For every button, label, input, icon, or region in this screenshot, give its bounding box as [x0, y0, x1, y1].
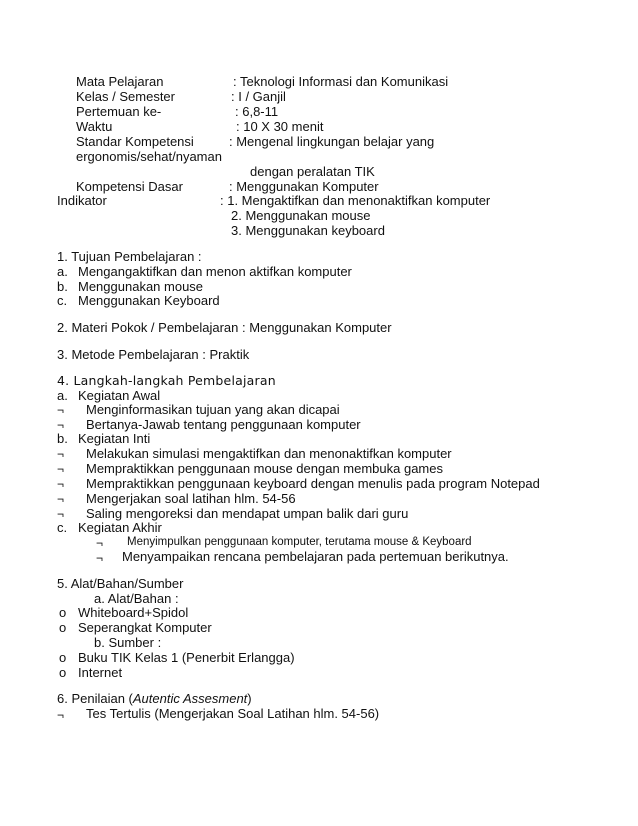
header-value-indikator: : 1. Mengaktifkan dan menonaktifkan komputer	[220, 193, 491, 208]
indikator-item-3: 3. Menggunakan keyboard	[231, 223, 385, 238]
section-metode: 3. Metode Pembelajaran : Praktik	[57, 347, 250, 362]
list-marker: a.	[57, 388, 68, 403]
list-item: Mengerjakan soal latihan hlm. 54-56	[86, 491, 296, 506]
list-marker: b.	[57, 279, 68, 294]
header-label-sk-cont: ergonomis/sehat/nyaman	[76, 149, 222, 164]
section-title: 1. Tujuan Pembelajaran :	[57, 249, 202, 264]
header-label-kelas: Kelas / Semester	[76, 89, 175, 104]
list-marker: b.	[57, 431, 68, 446]
header-label-mapel: Mata Pelajaran	[76, 74, 164, 89]
bullet-icon: ¬	[57, 477, 65, 491]
list-item: Mempraktikkan penggunaan mouse dengan membuka games	[86, 461, 443, 476]
subsection-label: Kegiatan Inti	[78, 431, 151, 446]
header-label-pertemuan: Pertemuan ke-	[76, 104, 162, 119]
bullet-icon: ¬	[96, 551, 104, 565]
bullet-icon: ¬	[96, 536, 104, 550]
header-label-kd: Kompetensi Dasar	[76, 179, 183, 194]
list-item: Seperangkat Komputer	[78, 620, 212, 635]
section-title: 5. Alat/Bahan/Sumber	[57, 576, 184, 591]
subsection-label: a. Alat/Bahan :	[94, 591, 179, 606]
circle-bullet-icon: o	[59, 605, 67, 620]
section-title-prefix: 6. Penilaian (	[57, 691, 133, 706]
bullet-icon: ¬	[57, 708, 65, 722]
list-item: Mempraktikkan penggunaan keyboard dengan menulis pada program Notepad	[86, 476, 540, 491]
bullet-icon: ¬	[57, 462, 65, 476]
list-item: Menyampaikan rencana pembelajaran pada pertemuan berikutnya.	[122, 549, 509, 564]
section-title	[57, 691, 252, 706]
list-item: Mengangaktifkan dan menon aktifkan komputer	[78, 264, 352, 279]
bullet-icon: ¬	[57, 492, 65, 506]
bullet-icon: ¬	[57, 507, 65, 521]
list-item: Tes Tertulis (Mengerjakan Soal Latihan hlm. 54-56)	[86, 706, 380, 721]
circle-bullet-icon: o	[59, 650, 67, 665]
header-value-pertemuan: : 6,8-11	[235, 104, 279, 119]
header-value-kd: : Menggunakan Komputer	[229, 179, 379, 194]
bullet-icon: ¬	[57, 403, 65, 417]
header-value-sk-cont: dengan peralatan TIK	[250, 164, 375, 179]
indikator-item-2: 2. Menggunakan mouse	[231, 208, 371, 223]
list-marker: c.	[57, 520, 68, 535]
list-item: Menggunakan Keyboard	[78, 293, 220, 308]
section-title-italic: Autentic Assesment	[132, 691, 248, 706]
subsection-label: Kegiatan Awal	[78, 388, 161, 403]
section-title: 4. Langkah-langkah Pembelajaran	[57, 373, 276, 388]
bullet-icon: ¬	[57, 447, 65, 461]
subsection-label: b. Sumber :	[94, 635, 162, 650]
header-value-sk: : Mengenal lingkungan belajar yang	[229, 134, 435, 149]
header-value-mapel: : Teknologi Informasi dan Komunikasi	[233, 74, 449, 89]
list-item: Bertanya-Jawab tentang penggunaan komputer	[86, 417, 361, 432]
section-title-suffix: )	[247, 691, 252, 706]
header-value-kelas: : I / Ganjil	[231, 89, 286, 104]
list-item: Saling mengoreksi dan mendapat umpan balik dari guru	[86, 506, 409, 521]
header-label-sk: Standar Kompetensi	[76, 134, 194, 149]
list-item: Menginformasikan tujuan yang akan dicapai	[86, 402, 340, 417]
list-item: Menggunakan mouse	[78, 279, 204, 294]
list-item: Menyimpulkan penggunaan komputer, terutama mouse & Keyboard	[127, 536, 472, 548]
list-item: Internet	[78, 665, 123, 680]
list-marker: c.	[57, 293, 68, 308]
list-item: Buku TIK Kelas 1 (Penerbit Erlangga)	[78, 650, 295, 665]
bullet-icon: ¬	[57, 418, 65, 432]
header-value-waktu: : 10 X 30 menit	[236, 119, 324, 134]
header-label-waktu: Waktu	[76, 119, 113, 134]
list-marker: a.	[57, 264, 68, 279]
list-item: Whiteboard+Spidol	[78, 605, 189, 620]
list-item: Melakukan simulasi mengaktifkan dan menonaktifkan komputer	[86, 446, 452, 461]
section-materi: 2. Materi Pokok / Pembelajaran : Menggunakan Komputer	[57, 320, 392, 335]
subsection-label: Kegiatan Akhir	[78, 520, 162, 535]
header-label-indikator: Indikator	[57, 193, 107, 208]
circle-bullet-icon: o	[59, 665, 67, 680]
circle-bullet-icon: o	[59, 620, 67, 635]
